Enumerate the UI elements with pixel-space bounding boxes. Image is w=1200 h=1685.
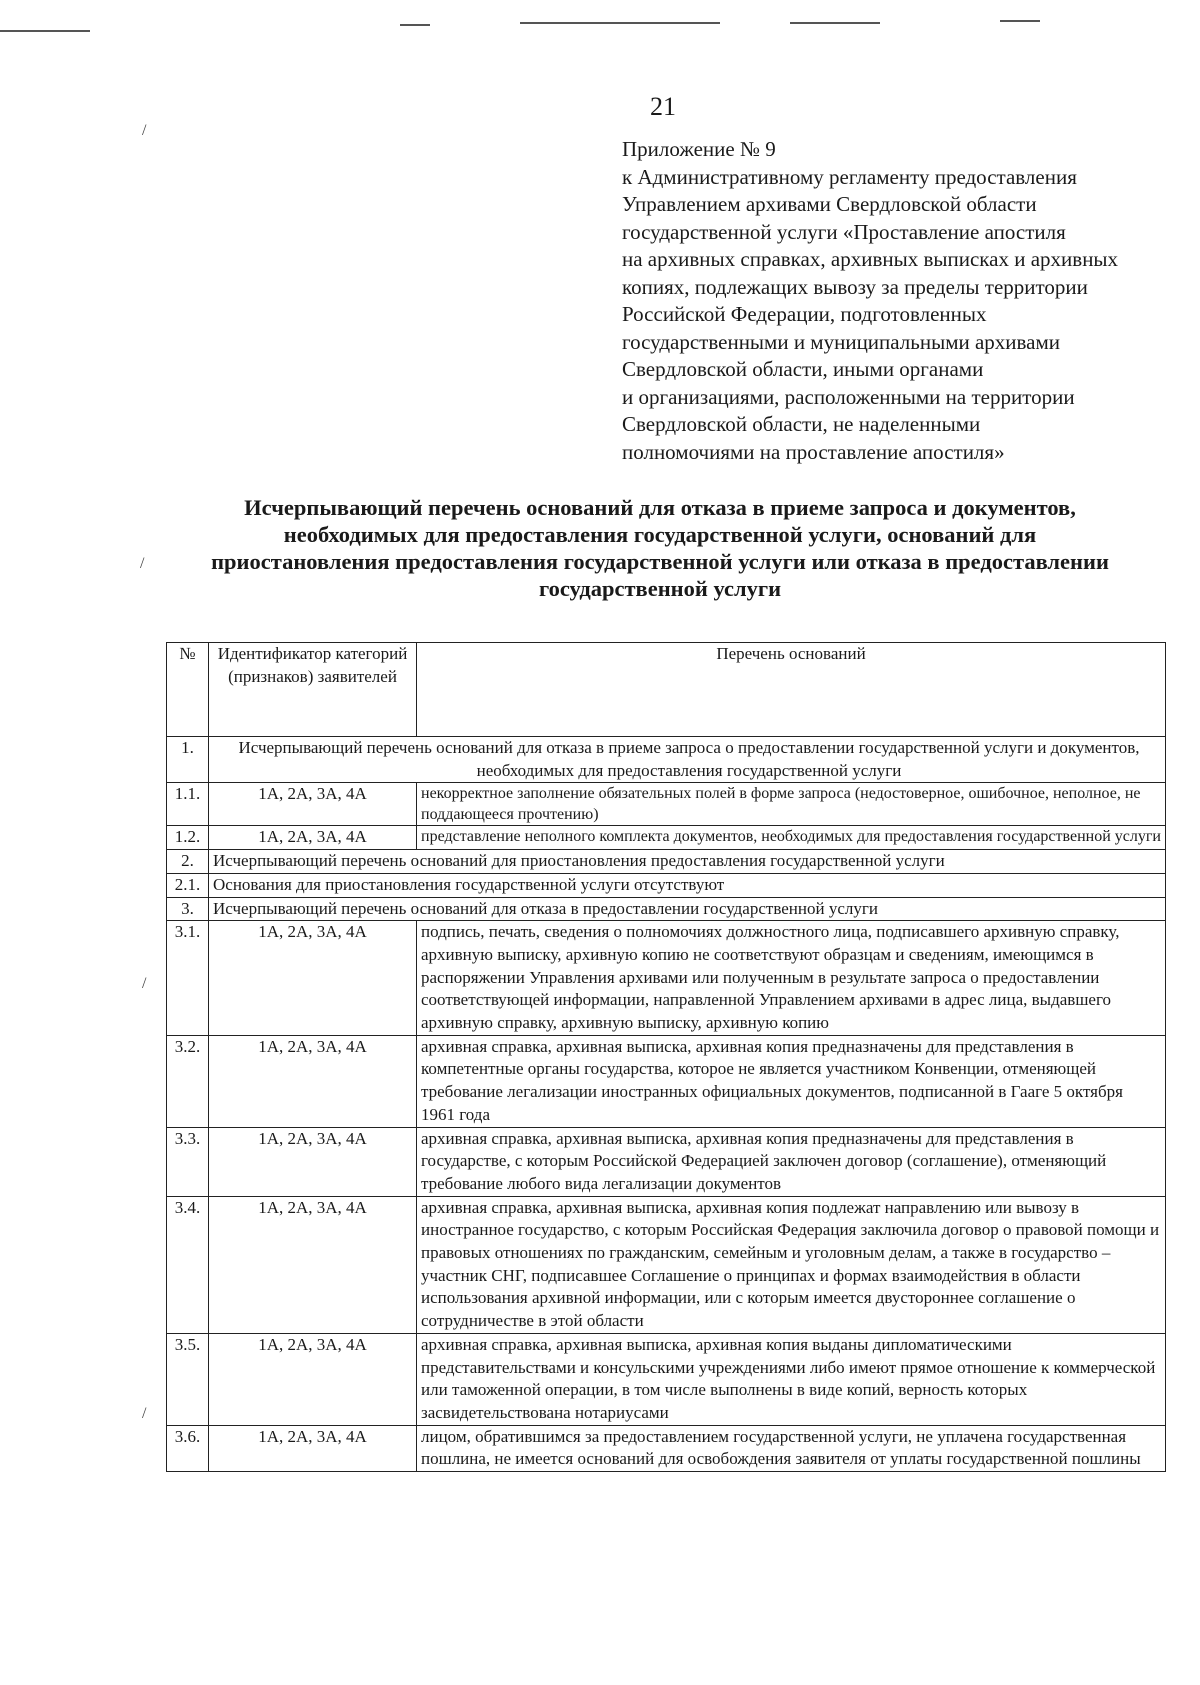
- appendix-line: полномочиями на проставление апостиля»: [622, 439, 1005, 464]
- section-title: Исчерпывающий перечень оснований для отказа в предоставлении государственной услуги: [209, 897, 1166, 921]
- applicant-id: 1А, 2А, 3А, 4А: [209, 1035, 417, 1127]
- appendix-line: государственными и муниципальными архивами: [622, 329, 1061, 354]
- table-section-row: [167, 850, 1166, 874]
- row-number: 3.6.: [167, 1425, 209, 1471]
- appendix-line: копиях, подлежащих вывозу за пределы территории: [622, 274, 1088, 299]
- appendix-header: [622, 136, 1182, 466]
- row-number: 1.: [167, 737, 209, 783]
- scan-artifact-mark: /: [142, 975, 147, 992]
- section-title: Исчерпывающий перечень оснований для приостановления предоставления государственной услуги: [209, 850, 1166, 874]
- applicant-id: 1А, 2А, 3А, 4А: [209, 921, 417, 1036]
- document-title: [160, 494, 1160, 602]
- scan-artifact-line: [1000, 20, 1040, 22]
- scan-artifact-line: [0, 30, 90, 32]
- table-row: [167, 1333, 1166, 1425]
- scan-artifact-line: [400, 24, 430, 26]
- appendix-line: Свердловской области, не наделенными: [622, 412, 981, 436]
- page-number: 21: [650, 92, 676, 121]
- appendix-line: Приложение № 9: [622, 137, 776, 161]
- row-number: 3.3.: [167, 1127, 209, 1196]
- grounds-table: [166, 642, 1166, 1472]
- table-row: [167, 1196, 1166, 1333]
- appendix-line: на архивных справках, архивных выписках и архивных: [622, 247, 1119, 271]
- row-number: 1.1.: [167, 783, 209, 826]
- scan-artifact-line: [790, 22, 880, 24]
- applicant-id: 1А, 2А, 3А, 4А: [209, 1333, 417, 1425]
- ground-text: архивная справка, архивная выписка, архивная копия предназначены для представления в государстве, с которым Российской Федерацией заключен договор (соглашение), отменяющий требование любого вида легализации документов: [417, 1127, 1166, 1196]
- row-number: 3.1.: [167, 921, 209, 1036]
- table-section-row: [167, 873, 1166, 897]
- title-line: государственной услуги: [538, 576, 782, 601]
- section-title: Основания для приостановления государственной услуги отсутствуют: [209, 873, 1166, 897]
- table-row: [167, 783, 1166, 826]
- appendix-line: государственной услуги «Проставление апостиля: [622, 219, 1066, 244]
- scan-artifact-mark: /: [142, 1405, 147, 1422]
- appendix-line: к Административному регламенту предоставления: [622, 164, 1077, 189]
- ground-text: лицом, обратившимся за предоставлением государственной услуги, не уплачена государственная пошлина, не имеется оснований для освобождения заявителя от уплаты государственной пошлины: [417, 1425, 1166, 1471]
- applicant-id: 1А, 2А, 3А, 4А: [209, 783, 417, 826]
- table-row: [167, 1425, 1166, 1471]
- ground-text: представление неполного комплекта документов, необходимых для предоставления государственной услуги: [417, 826, 1166, 850]
- ground-text: архивная справка, архивная выписка, архивная копия предназначены для представления в компетентные органы государства, которое не является участником Конвенции, отменяющей требование легализации иностранных официальных документов, подписанной в Гааге 5 октября 1961 года: [417, 1035, 1166, 1127]
- table-row: [167, 1127, 1166, 1196]
- table-row: [167, 826, 1166, 850]
- header-number: №: [167, 643, 209, 737]
- row-number: 3.: [167, 897, 209, 921]
- title-line: необходимых для предоставления государственной услуги, оснований для: [283, 522, 1037, 547]
- table-row: [167, 921, 1166, 1036]
- title-line: приостановления предоставления государственной услуги или отказа в предоставлении: [211, 549, 1109, 574]
- applicant-id: 1А, 2А, 3А, 4А: [209, 1196, 417, 1333]
- scan-artifact-mark: /: [140, 555, 145, 572]
- row-number: 3.5.: [167, 1333, 209, 1425]
- ground-text: некорректное заполнение обязательных полей в форме запроса (недостоверное, ошибочное, неполное, не поддающееся прочтению): [417, 783, 1166, 826]
- appendix-line: и организациями, расположенными на территории: [622, 384, 1075, 409]
- header-grounds-list: Перечень оснований: [417, 643, 1166, 737]
- row-number: 2.1.: [167, 873, 209, 897]
- header-applicant-id: Идентификатор категорий (признаков) заявителей: [209, 643, 417, 737]
- ground-text: архивная справка, архивная выписка, архивная копия подлежат направлению или вывозу в иностранное государство, с которым Российская Федерация заключила договор о правовой помощи и правовых отношениях по гражданским, семейным и уголовным делам, а также в государство – участник СНГ, подписавшее Соглашение о принципах и формах взаимодействия в области использования архивной информации, или с которым имеется двустороннее соглашение о сотрудничестве в этой области: [417, 1196, 1166, 1333]
- row-number: 3.2.: [167, 1035, 209, 1127]
- applicant-id: 1А, 2А, 3А, 4А: [209, 1127, 417, 1196]
- appendix-line: Свердловской области, иными органами: [622, 357, 984, 381]
- table-row: [167, 1035, 1166, 1127]
- title-line: Исчерпывающий перечень оснований для отказа в приеме запроса и документов,: [244, 495, 1076, 520]
- appendix-line: Российской Федерации, подготовленных: [622, 302, 987, 326]
- scan-artifact-line: [520, 22, 720, 24]
- table-section-row: [167, 737, 1166, 783]
- scan-artifact-mark: /: [142, 122, 147, 139]
- ground-text: подпись, печать, сведения о полномочиях должностного лица, подписавшего архивную справку, архивную выписку, архивную копию не соответствуют образцам и сведениям, имеющимся в распоряжении Управления архивами или полученным в результате запроса о предоставлении соответствующей информации, направленной Управлением архивами в адрес лица, выдавшего архивную справку, архивную выписку, архивную копию: [417, 921, 1166, 1036]
- table-header-row: [167, 643, 1166, 737]
- row-number: 2.: [167, 850, 209, 874]
- row-number: 1.2.: [167, 826, 209, 850]
- applicant-id: 1А, 2А, 3А, 4А: [209, 1425, 417, 1471]
- row-number: 3.4.: [167, 1196, 209, 1333]
- section-title: Исчерпывающий перечень оснований для отказа в приеме запроса о предоставлении государственной услуги и документов, необходимых для предоставления государственной услуги: [209, 737, 1166, 783]
- ground-text: архивная справка, архивная выписка, архивная копия выданы дипломатическими представительствами и консульскими учреждениями либо имеют прямое отношение к коммерческой или таможенной операции, в том числе выполнены в виде копий, верность которых засвидетельствована нотариусами: [417, 1333, 1166, 1425]
- table-section-row: [167, 897, 1166, 921]
- appendix-line: Управлением архивами Свердловской области: [622, 192, 1037, 216]
- applicant-id: 1А, 2А, 3А, 4А: [209, 826, 417, 850]
